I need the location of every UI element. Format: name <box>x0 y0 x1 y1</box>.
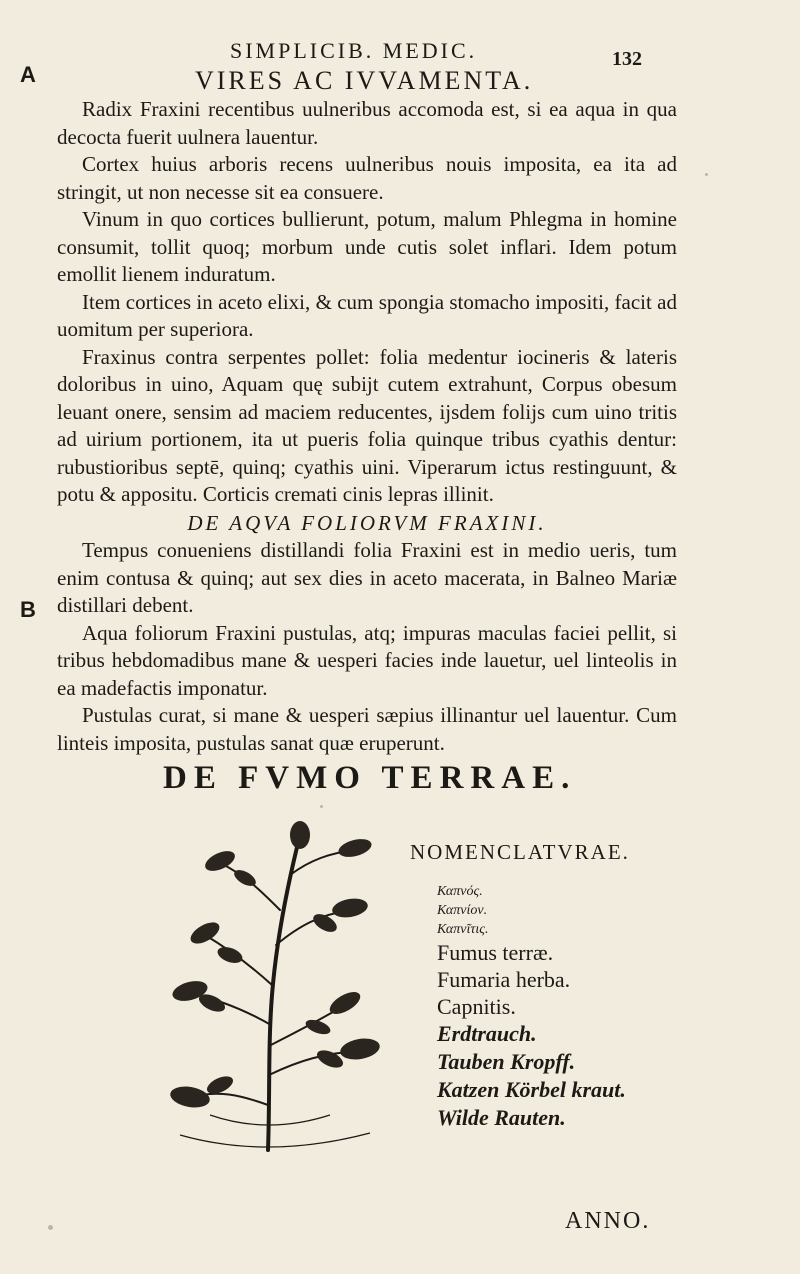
section-heading: VIRES AC IVVAMENTA. <box>195 66 534 95</box>
subheading-aqua: DE AQVA FOLIORVM FRAXINI. <box>187 510 547 535</box>
margin-letter-a: A <box>20 62 36 87</box>
latin-name-1: Fumus terræ. <box>437 940 554 965</box>
paragraph-tempus: Tempus conueniens distillandi folia Fraxini est in medio ueris, tum enim contusa & quinq; aut sex dies in aceto macerata, in Balneo Mariæ distillari debent. <box>57 538 677 617</box>
german-name-1: Erdtrauch. <box>437 1021 537 1046</box>
german-name-3: Katzen Körbel kraut. <box>437 1077 626 1102</box>
paragraph-fraxinus: Fraxinus contra serpentes pollet: folia medentur iocineris & lateris doloribus in uino, Aquam quę subijt cutem extrahunt, Corpus obesum leuant onere, sensim ad maciem reducentes, ijsdem folijs cum uino tritis ad uirium portionem, ita ut pueris folia quinque tribus cyathis dentur: rubustioribus septē, quinq; cyathis uini. Viperarum ictus restinguunt, & potu & appositu. Corticis cremati cinis lepras illinit. <box>57 344 677 506</box>
plant-names <box>437 882 677 1132</box>
german-name-2: Tauben Kropff. <box>437 1049 576 1074</box>
greek-name-2: Καπνίον. <box>437 903 488 918</box>
body-text <box>57 96 677 757</box>
greek-name-3: Καπνῖτις. <box>437 922 489 937</box>
paragraph-vinum: Vinum in quo cortices bullierunt, potum, malum Phlegma in homine consumit, tollit quoq; morbum unde cutis solet inflari. Idem potum emollit lienem induratum. <box>57 207 677 286</box>
running-head: SIMPLICIB. MEDIC. <box>230 38 478 63</box>
margin-letter-b: B <box>20 597 36 622</box>
german-name-4: Wilde Rauten. <box>437 1105 566 1130</box>
greek-name-1: Καπνός. <box>437 884 483 899</box>
paragraph-aqua: Aqua foliorum Fraxini pustulas, atq; impuras maculas faciei pellit, si tribus hebdomadibus mane & uesperi facies inde lauetur, uel linteolis in ea madefactis imponatur. <box>57 620 677 700</box>
page-number: 132 <box>612 48 642 70</box>
chapter-title: DE FVMO TERRAE. <box>163 760 577 796</box>
ink-speck <box>705 173 708 176</box>
ink-speck <box>48 1225 53 1230</box>
paragraph-pustulas: Pustulas curat, si mane & uesperi sæpius illinantur uel lauentur. Cum linteis imposita, pustulas sanat quæ eruperunt. <box>57 703 677 755</box>
paragraph-cortex: Cortex huius arboris recens uulneribus nouis imposita, ea ita ad stringit, ut non necesse sit ea consuere. <box>57 152 677 204</box>
catchword: ANNO. <box>565 1208 651 1234</box>
latin-name-2: Fumaria herba. <box>437 967 571 992</box>
nomenclature-heading: NOMENCLATVRAE. <box>410 840 630 864</box>
ink-speck <box>320 805 323 808</box>
paragraph-item: Item cortices in aceto elixi, & cum spongia stomacho impositi, facit ad uomitum per superiora. <box>57 289 677 341</box>
latin-name-3: Capnitis. <box>437 994 516 1019</box>
fumitory-plant-illustration <box>150 815 420 1155</box>
paragraph-radix: Radix Fraxini recentibus uulneribus accomoda est, si ea aqua in qua decocta fuerit uulnera lauentur. <box>57 97 677 149</box>
